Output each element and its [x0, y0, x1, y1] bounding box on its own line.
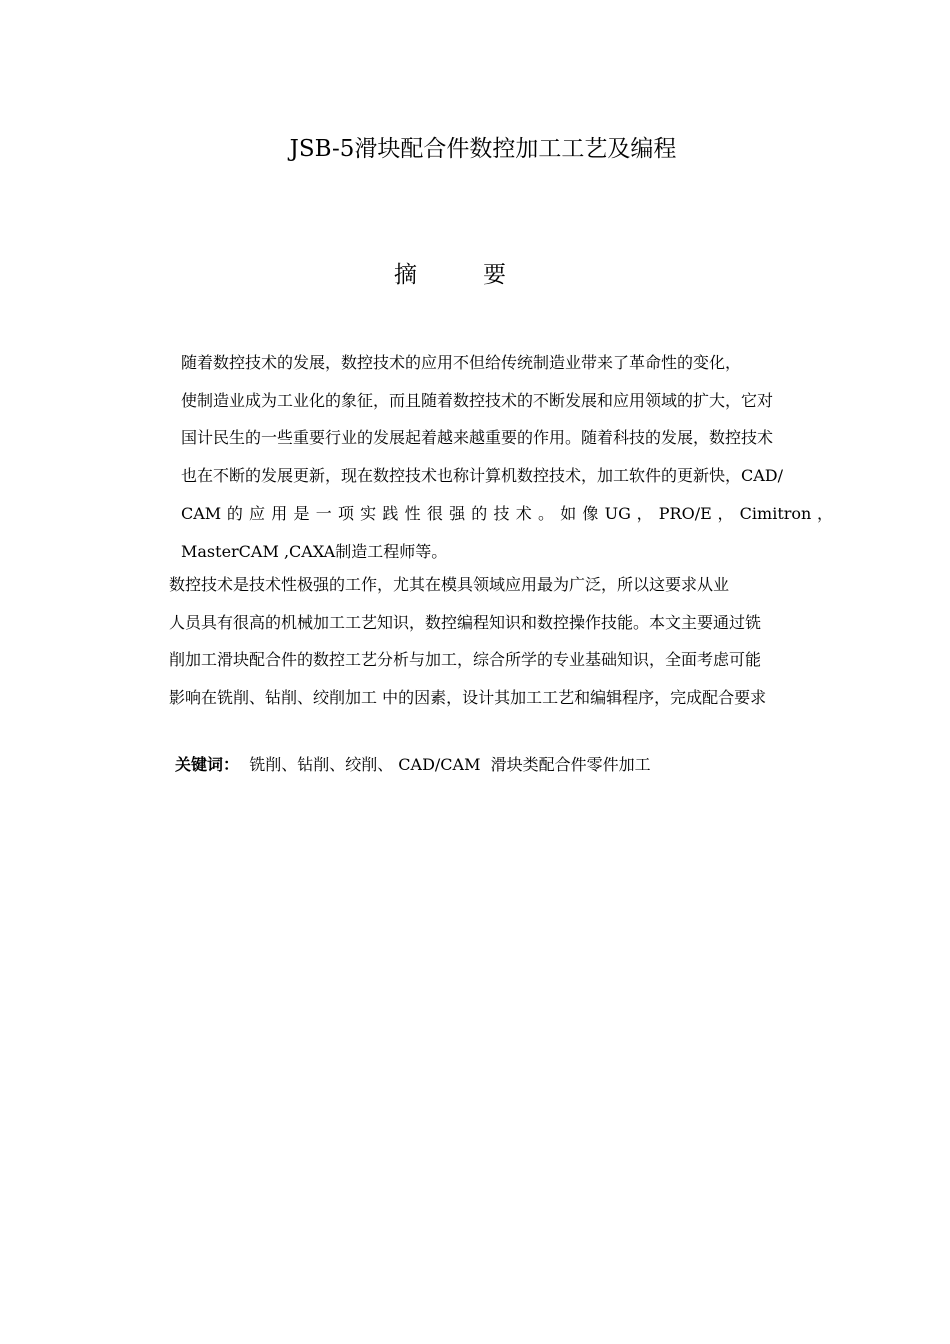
keywords-label: 关键词： — [175, 755, 240, 774]
paragraph-line: MasterCAM ,CAXA制造工程师等。 — [181, 541, 448, 561]
paragraph-line: 随着数控技术的发展，数控技术的应用不但给传统制造业带来了革命性的变化， — [181, 353, 742, 372]
paragraph-line: 数控技术是技术性极强的工作，尤其在模具领域应用最为广泛，所以这要求从业 — [169, 575, 730, 594]
abstract-heading: 摘要 — [394, 262, 572, 288]
paragraph-line: 也在不断的发展更新，现在数控技术也称计算机数控技术，加工软件的更新快，CAD/ — [181, 466, 784, 486]
keywords-line — [175, 748, 651, 782]
keywords-value: 铣削、钻削、绞削、 CAD/CAM 滑块类配合件零件加工 — [239, 755, 651, 774]
abstract-paragraph-1 — [137, 344, 833, 570]
paragraph-line: 使制造业成为工业化的象征，而且随着数控技术的不断发展和应用领域的扩大，它对 — [181, 390, 774, 410]
document-title: JSB-5滑块配合件数控加工工艺及编程 — [289, 136, 677, 162]
paragraph-line: 国计民生的一些重要行业的发展起着越来越重要的作用。随着科技的发展，数控技术 — [181, 428, 774, 448]
abstract-paragraph-2 — [137, 566, 833, 717]
paragraph-line: 影响在铣削、钻削、绞削加工 中的因素，设计其加工工艺和编辑程序，完成配合要求 — [169, 688, 767, 708]
paragraph-line: CAM 的 应 用 是 一 项 实 践 性 很 强 的 技 术 。 如 像 UG ， PRO/E ， Cimitron ， — [181, 503, 833, 523]
paragraph-line: 人员具有很高的机械加工工艺知识，数控编程知识和数控操作技能。本文主要通过铣 — [169, 612, 762, 632]
paragraph-line: 削加工滑块配合件的数控工艺分析与加工，综合所学的专业基础知识，全面考虑可能 — [169, 650, 762, 670]
